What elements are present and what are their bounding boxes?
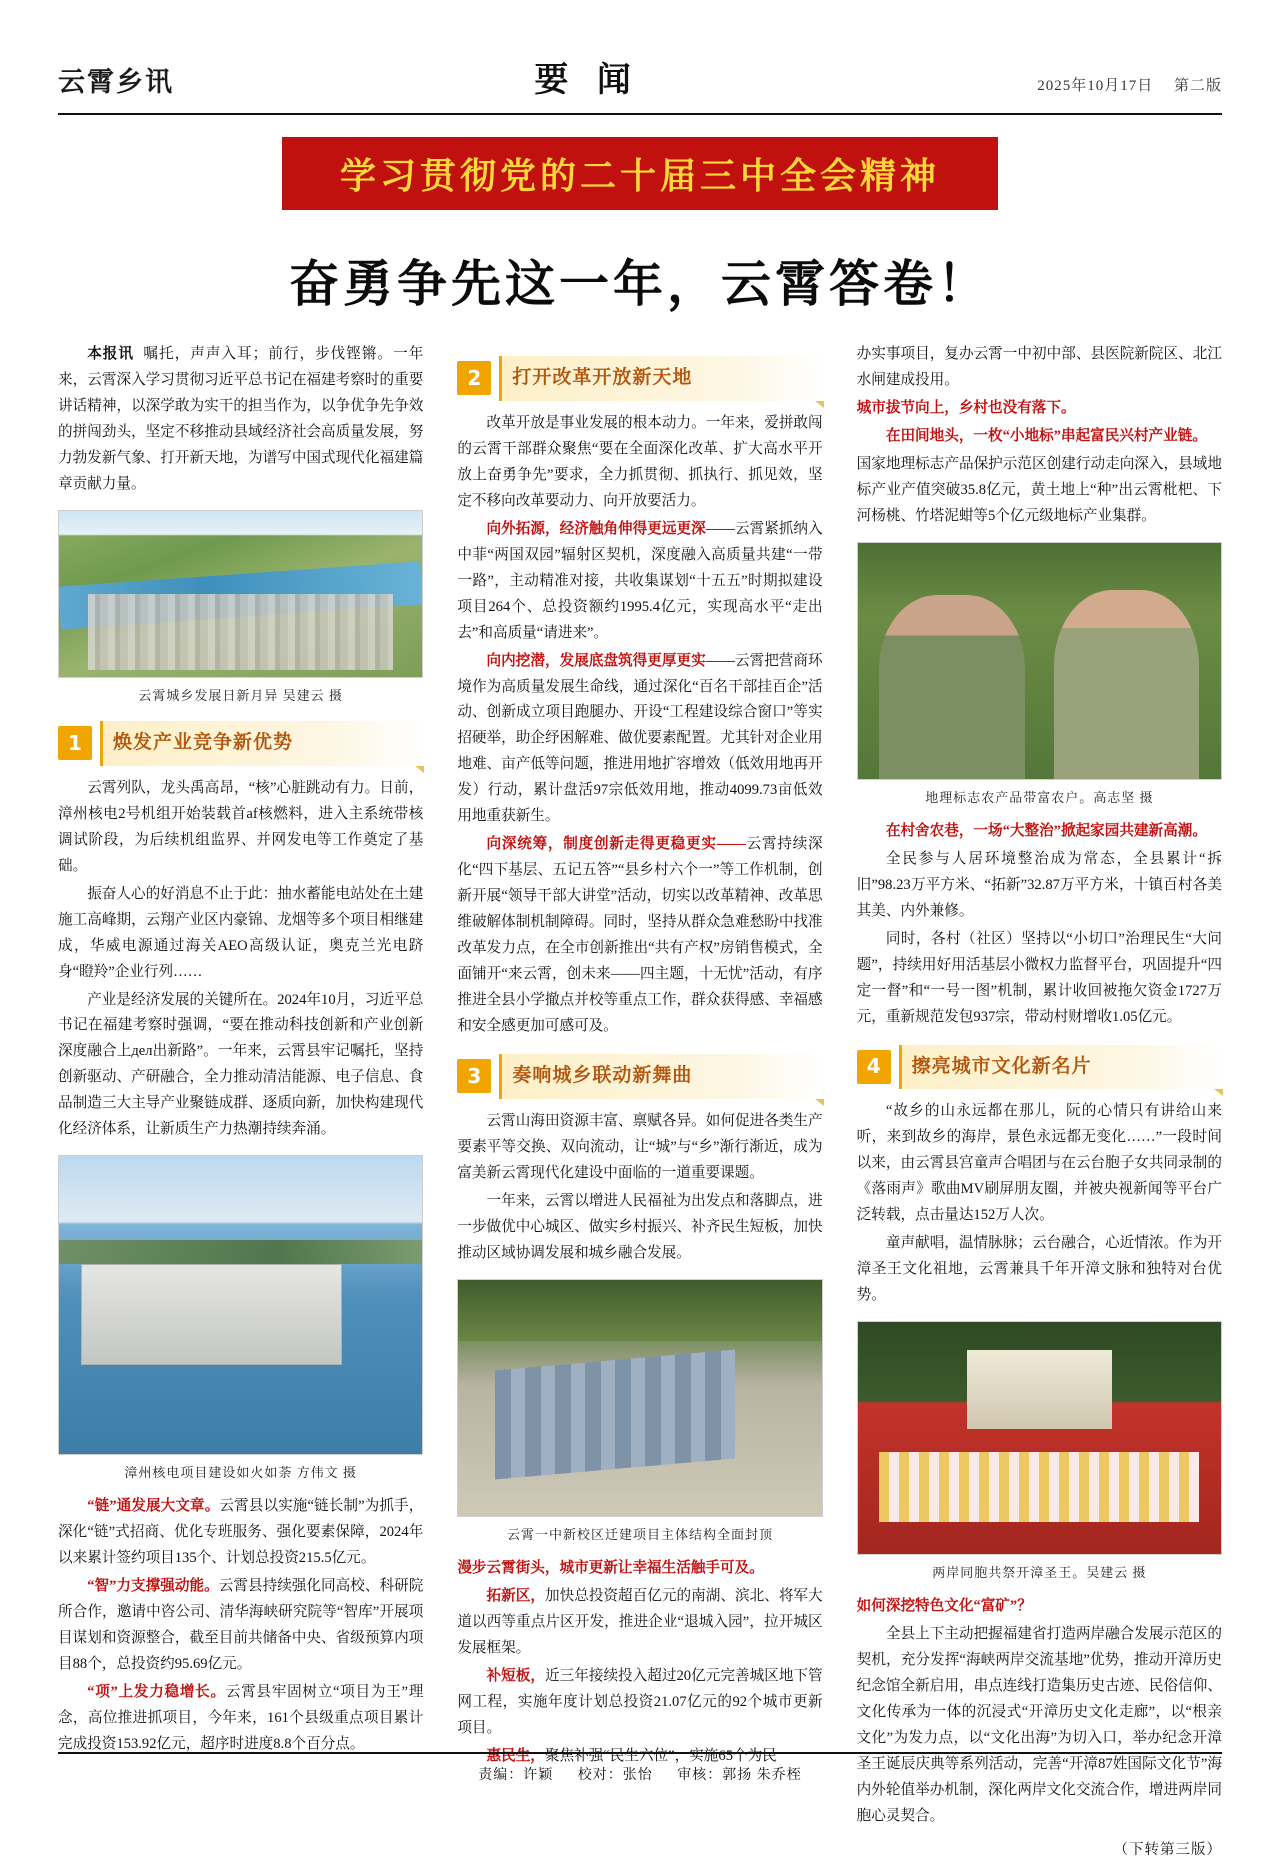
figure-caption: 云霄一中新校区迁建项目主体结构全面封顶 (506, 1526, 773, 1542)
section-number: 3 (457, 1059, 491, 1093)
sub-lead-red: “链”通发展大文章。 (87, 1498, 220, 1515)
sub-lead-red: 向外拓源，经济触角伸得更远更深—— (486, 520, 735, 537)
paragraph: 办实事项目，复办云霄一中初中部、县医院新院区、北江水闸建成投用。 (856, 346, 1222, 388)
figure-ceremony (857, 1321, 1222, 1584)
sub-lead-red: 补短板， (486, 1667, 545, 1684)
section-title-text: 擦亮城市文化新名片 (899, 1045, 1222, 1090)
highlight-line (857, 1594, 1222, 1620)
figure-caption: 云霄城乡发展日新月异 吴建云 摄 (138, 687, 343, 703)
photo-ceremony (857, 1321, 1222, 1555)
sub-lead-body: 加快总投资超百亿元的南湖、滨北、将军大道以西等重点片区开发，推进企业“退城入园”，拉开城区发展框架。 (457, 1587, 823, 1656)
highlight-red: 在村舍农巷，一场“大整治”掀起家园共建新高潮。 (885, 822, 1207, 839)
section-header-3 (457, 1054, 822, 1099)
highlight-red: 如何深挖特色文化“富矿”？ (856, 1598, 1032, 1615)
figure-caption: 地理标志农产品带富农户。高志坚 摄 (925, 789, 1154, 805)
highlight-red: 在田间地头，一枚“小地标”串起富民兴村产业链。 (885, 427, 1207, 444)
footer-proofreader: 校对：张怡 (577, 1768, 653, 1783)
highlight-line (857, 424, 1222, 450)
paragraph: 振奋人心的好消息不止于此：抽水蓄能电站处在土建施工高峰期，云翔产业区内豪锦、龙烟等多个项目相继建成，华威电源通过海关AEO高级认证，奥克兰光电跻身“瞪羚”企业行列…… (58, 885, 424, 980)
sub-lead-red: 漫步云霄街头，城市更新让幸福生活触手可及。 (457, 1559, 764, 1576)
figure-school-construction (457, 1279, 822, 1546)
sub-lead-body: 近三年接续投入超过20亿元完善城区地下管网工程，实施年度计划总投资21.07亿元的92个城市更新项目。 (457, 1667, 823, 1736)
section-number: 2 (457, 361, 491, 395)
paragraph: 全县上下主动把握福建省打造两岸融合发展示范区的契机，充分发挥“海峡两岸交流基地”优势，推动开漳历史纪念馆全新启用，串点连线打造集历史古迹、民俗信仰、文化传承为一体的沉浸式“开漳历史文化走廊”，以“根亲文化”为发力点，以“文化出海”为切入口，举办纪念开漳圣王诞辰庆典等系列活动，完善“开漳87姓国际文化节”海内外轮值举办机制，深化两岸文化交流合作，增进两岸同胞心灵契合。 (856, 1626, 1222, 1825)
paragraph: 产业是经济发展的关键所在。2024年10月，习近平总书记在福建考察时强调，“要在推动科技创新和产业创新深度融合上дел出新路”。一年来，云霄县牢记嘱托，坚持创新驱动、产研融合，全力推动清洁能源、电子信息、食品制造三大主导产业聚链成群、逐质向新，加快构建现代化经济体系，让新质生产力热潮持续奔涌。 (58, 991, 424, 1138)
sub-lead-body: 聚焦补强“民生六位”，实施65个为民 (544, 1747, 777, 1764)
issue-date: 2025年10月17日 (1037, 78, 1154, 94)
section-number: 1 (58, 726, 92, 760)
lead-body: 嘱托，声声入耳；前行，步伐铿锵。一年来，云霄深入学习贯彻习近平总书记在福建考察时的重要讲话精神，以深学敢为实干的担当作为，以争优争先争效的拼闯劲头，坚定不移推动县域经济社会高质量发展，努力勃发新气象、打开新天地，为谱写中国式现代化福建篇章贡献力量。 (58, 346, 424, 492)
banner-wrap (58, 137, 1222, 210)
paragraph: 一年来，云霄以增进人民福祉为出发点和落脚点，进一步做优中心城区、做实乡村振兴、补齐民生短板，加快推动区域协调发展和城乡融合发展。 (457, 1192, 823, 1261)
section-title: 要 闻 (534, 62, 641, 99)
paragraph (457, 1556, 822, 1582)
lead-paragraph (58, 342, 423, 498)
page-headline: 奋勇争先这一年，云霄答卷！ (289, 254, 991, 313)
paragraph: 童声献唱，温情脉脉；云台融合，心近情浓。作为开漳圣王文化祖地，云霄兼具千年开漳文脉和独特对台优势。 (856, 1235, 1222, 1304)
page-label: 第二版 (1173, 78, 1222, 94)
sub-lead-body: 云霄县持续强化同高校、科研院所合作，邀请中咨公司、清华海峡研究院等“智库”开展项目谋划和资源整合，截至目前共储备中央、省级预算内项目88个，总投资约95.69亿元。 (58, 1578, 424, 1673)
sub-lead-red: 拓新区， (486, 1587, 545, 1604)
issue-info (1021, 74, 1222, 101)
footer-editor: 责编：许颖 (478, 1768, 554, 1783)
lead-label: 本报讯 (87, 346, 135, 362)
sub-lead-red: 惠民生， (486, 1747, 545, 1764)
sub-lead-red: “项”上发力稳增长。 (87, 1684, 226, 1701)
figure-caption: 两岸同胞共祭开漳圣王。吴建云 摄 (932, 1565, 1147, 1581)
footer-reviewer: 审核：郭扬 朱乔桎 (677, 1768, 802, 1783)
sub-lead-body: 云霄县牢固树立“项目为王”理念，高位推进抓项目，今年来，161个县级重点项目累计完成投资153.92亿元，超序时进度8.8个百分点。 (58, 1684, 424, 1753)
column-left (58, 342, 424, 1753)
page-footer (58, 1752, 1222, 1784)
section-title-text: 奏响城乡联动新舞曲 (499, 1054, 822, 1099)
highlight-line: 城市拔节向上，乡村也没有落下。 (856, 399, 1076, 416)
sub-lead-red: 向内挖潜，发展底盘筑得更厚更实—— (486, 652, 735, 669)
sub-lead-body: 云霄持续深化“四下基层、五记五答”“县乡村六个一”等工作机制，创新开展“领导干部大讲堂”活动，切实以改革精神、改革思维破解体制机制障碍。同时，坚持从群众急难愁盼中找准改革发力点，在全市创新推出“共有产权”房销售模式，全面铺开“来云霄，创未来——四主题，十无忧”活动，有序推进全县小学撤点并校等重点工作，群众获得感、幸福感和安全感更加可感可及。 (457, 836, 823, 1035)
section-title-text: 打开改革开放新天地 (499, 356, 822, 401)
paragraph: 云霄山海田资源丰富、禀赋各异。如何促进各类生产要素平等交换、双向流动，让“城”与“乡”渐行渐近，成为富美新云霄现代化建设中面临的一道重要课题。 (457, 1112, 823, 1181)
sub-lead-body: 云霄紧抓纳入中菲“两国双园”辐射区契机，深度融入高质量共建“一带一路”，主动精准对接，共收集谋划“十五五”时期拟建设项目264个、总投资额约1995.4亿元，实现高水平“走出去”和高质量“请进来”。 (457, 520, 823, 641)
paragraph (457, 1584, 822, 1662)
paragraph (457, 517, 822, 647)
section-header-2 (457, 356, 822, 401)
sub-lead-body: 云霄把营商环境作为高质量发展生命线，通过深化“百名干部挂百企”活动、创新成立项目跑腿办、开设“工程建设综合窗口”等实招硬举，助企纾困解难、做优要素配置。尤其针对企业用地难、亩产低等问题，推进用地扩容增效（低效用地再开发）行动，累计盘活97宗低效用地，推动4099.73亩低效用地重获新生。 (457, 652, 823, 825)
paragraph: 同时，各村（社区）坚持以“小切口”治理民生“大问题”，持续用好用活基层小微权力监督平台，巩固提升“四定一督”和“一号一图”机制，累计收回被拖欠资金1727万元，重新规范发包937宗，带动村财增收1.05亿元。 (856, 930, 1222, 1025)
column-right (856, 342, 1222, 1859)
paragraph (457, 832, 822, 1040)
paragraph (58, 1680, 423, 1758)
sub-lead-red: 向深统筹，制度创新走得更稳更实—— (486, 836, 746, 853)
paragraph: 全民参与人居环境整治成为常态，全县累计“拆旧”98.23万平方米、“拓新”32.87万平方米，十镇百村各美其美、内外兼修。 (856, 850, 1222, 919)
paragraph: 云霄列队，龙头禹高昂，“核”心脏跳动有力。日前，漳州核电2号机组开始装载首af核燃料，进入主系统带核调试阶段，为后续机组监界、并网发电等工作奠定了基础。 (58, 779, 424, 874)
sub-lead-body: 云霄县以实施“链长制”为抓手，深化“链”式招商、优化专班服务、强化要素保障，2024年以来累计签约项目135个、计划总投资215.5亿元。 (58, 1498, 424, 1567)
paragraph (58, 1494, 423, 1572)
figure-city-aerial (58, 510, 423, 707)
paragraph (457, 649, 822, 831)
paragraph: 改革开放是事业发展的根本动力。一年来，爱拼敢闯的云霄干部群众聚焦“要在全面深化改革、扩大高水平开放上奋勇争先”要求，全力抓贯彻、抓执行、抓见效，坚定不移向改革要动力、向开放要活力。 (457, 414, 823, 509)
campaign-banner: 学习贯彻党的二十届三中全会精神 (282, 137, 998, 210)
continued-note: （下转第三版） (1113, 1842, 1222, 1859)
highlight-line (857, 819, 1222, 845)
figure-farmers-taro (857, 542, 1222, 809)
paragraph (457, 1664, 822, 1742)
section-number: 4 (857, 1050, 891, 1084)
photo-school-construction (457, 1279, 822, 1517)
photo-city-aerial (58, 510, 423, 678)
section-header-1 (58, 721, 423, 766)
photo-nuclear-plant (58, 1155, 423, 1455)
figure-nuclear-plant (58, 1155, 423, 1484)
paragraph: 国家地理标志产品保护示范区创建行动走向深入，县域地标产业产值突破35.8亿元，黄土地上“种”出云霄枇杷、下河杨桃、竹塔泥蚶等5个亿元级地标产业集群。 (856, 455, 1222, 524)
masthead (58, 52, 1222, 115)
paragraph (58, 1574, 423, 1678)
paper-name: 云霄乡讯 (58, 67, 174, 98)
photo-farmers-taro (857, 542, 1222, 780)
section-header-4 (857, 1045, 1222, 1090)
sub-lead-red: “智”力支撑强动能。 (87, 1578, 219, 1595)
figure-caption: 漳州核电项目建设如火如荼 方伟文 摄 (124, 1465, 357, 1481)
paragraph: “故乡的山永远都在那儿，阮的心情只有讲给山来听，来到故乡的海岸，景色永远都无变化……”一段时间以来，由云霄县宫童声合唱团与在云台胞子女共同录制的《落雨声》歌曲MV刷屏朋友圈，并被央视新闻等平台广泛转载，点击量达152万人次。 (856, 1103, 1222, 1224)
column-middle (457, 342, 823, 1764)
section-title-text: 焕发产业竞争新优势 (100, 721, 423, 766)
